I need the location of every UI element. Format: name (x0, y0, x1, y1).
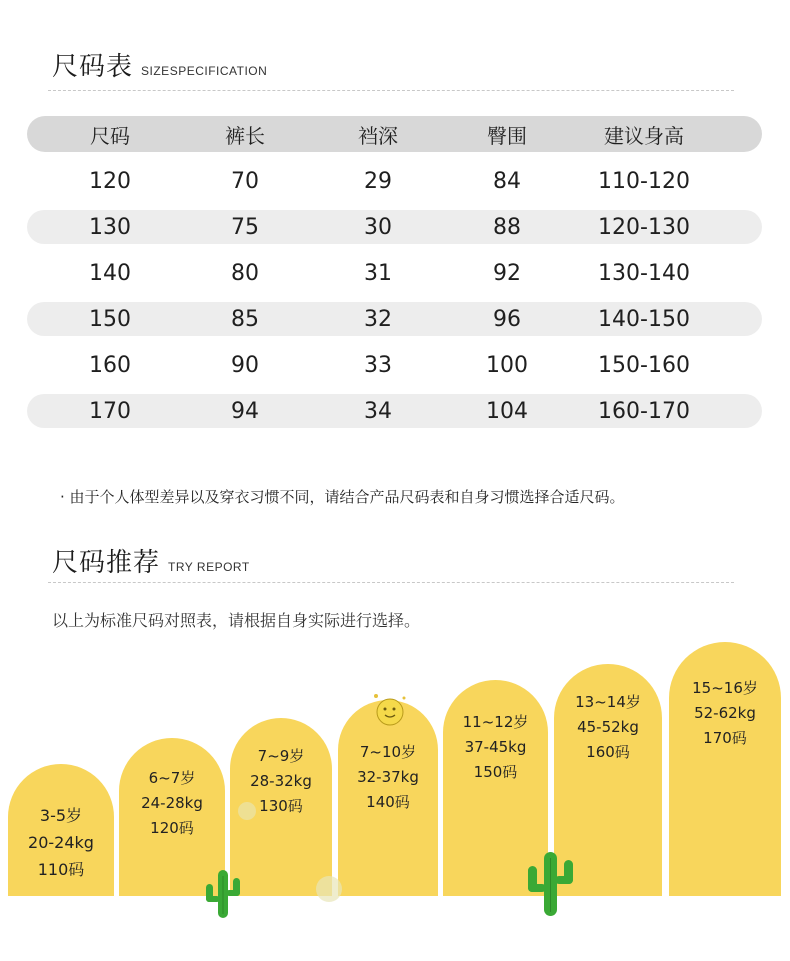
table-row (27, 302, 762, 336)
table-row (27, 210, 762, 244)
size-table (27, 116, 762, 434)
recommend-subtitle: TRY REPORT (168, 560, 250, 574)
size-label: 110码 (37, 860, 85, 879)
header-hip: 臀围 (487, 123, 527, 148)
weight-label: 20-24kg (28, 833, 94, 852)
recommend-heading (52, 542, 250, 579)
moon-icon (370, 692, 410, 728)
weight-label: 37-45kg (464, 738, 527, 756)
age-label: 11~12岁 (462, 713, 529, 731)
cell-hip: 92 (493, 260, 521, 286)
divider (48, 90, 734, 91)
size-label: 160码 (586, 743, 630, 761)
size-label: 140码 (366, 793, 410, 811)
cell-length: 80 (231, 260, 259, 286)
size-chart-title: 尺码表 (52, 52, 134, 82)
cactus-icon (203, 868, 243, 920)
cell-length: 85 (231, 306, 259, 332)
size-guide-bar (8, 764, 114, 896)
cell-size: 120 (89, 168, 131, 194)
cell-hip: 84 (493, 168, 521, 194)
cell-height: 150-160 (598, 352, 690, 378)
size-label: 170码 (703, 729, 747, 747)
weight-label: 45-52kg (577, 718, 639, 736)
cell-hip: 104 (486, 398, 528, 424)
cell-height: 160-170 (598, 398, 690, 424)
decor-bubble-icon (236, 800, 258, 822)
header-size: 尺码 (90, 123, 130, 148)
size-guide-bar (669, 642, 781, 896)
divider (48, 582, 734, 583)
cell-length: 70 (231, 168, 259, 194)
weight-label: 32-37kg (357, 768, 419, 786)
recommend-note: 以上为标准尺码对照表，请根据自身实际进行选择。 (52, 611, 421, 630)
size-chart-heading (52, 46, 267, 83)
cell-height: 120-130 (598, 214, 690, 240)
weight-label: 28-32kg (250, 772, 312, 790)
table-header-row (27, 116, 762, 152)
cactus-icon (524, 850, 576, 918)
cell-hip: 96 (493, 306, 521, 332)
size-label: 150码 (473, 763, 518, 781)
cell-height: 130-140 (598, 260, 690, 286)
table-row (27, 394, 762, 428)
cell-size: 140 (89, 260, 131, 286)
table-row (27, 342, 762, 388)
header-length: 裤长 (225, 123, 265, 148)
cell-rise: 33 (364, 352, 392, 378)
cell-size: 150 (89, 306, 131, 332)
size-chart-subtitle: SIZESPECIFICATION (141, 64, 268, 78)
age-label: 7~9岁 (257, 747, 305, 765)
cell-rise: 34 (364, 398, 392, 424)
decor-bubble-icon (314, 874, 344, 904)
cell-height: 140-150 (598, 306, 690, 332)
age-label: 15~16岁 (692, 679, 758, 697)
age-label: 7~10岁 (359, 743, 417, 761)
cell-size: 130 (89, 214, 131, 240)
table-row (27, 250, 762, 296)
cell-size: 160 (89, 352, 131, 378)
header-rise: 裆深 (358, 123, 398, 148)
cell-size: 170 (89, 398, 131, 424)
cell-length: 90 (231, 352, 259, 378)
header-height: 建议身高 (604, 123, 684, 148)
age-label: 3-5岁 (39, 806, 83, 825)
cell-length: 75 (231, 214, 259, 240)
recommend-title: 尺码推荐 (52, 548, 161, 578)
size-label: 130码 (259, 797, 303, 815)
cell-length: 94 (231, 398, 259, 424)
size-label: 120码 (150, 819, 194, 837)
weight-label: 52-62kg (694, 704, 756, 722)
cell-rise: 32 (364, 306, 392, 332)
cell-hip: 100 (486, 352, 528, 378)
age-label: 6~7岁 (148, 769, 196, 787)
weight-label: 24-28kg (141, 794, 203, 812)
size-note: · 由于个人体型差异以及穿衣习惯不同，请结合产品尺码表和自身习惯选择合适尺码。 (60, 488, 625, 506)
cell-rise: 31 (364, 260, 392, 286)
age-label: 13~14岁 (575, 693, 641, 711)
cell-height: 110-120 (598, 168, 690, 194)
cell-hip: 88 (493, 214, 521, 240)
cell-rise: 30 (364, 214, 392, 240)
cell-rise: 29 (364, 168, 392, 194)
size-guide-chart (0, 640, 790, 940)
table-row (27, 158, 762, 204)
size-guide-bar (338, 700, 438, 896)
